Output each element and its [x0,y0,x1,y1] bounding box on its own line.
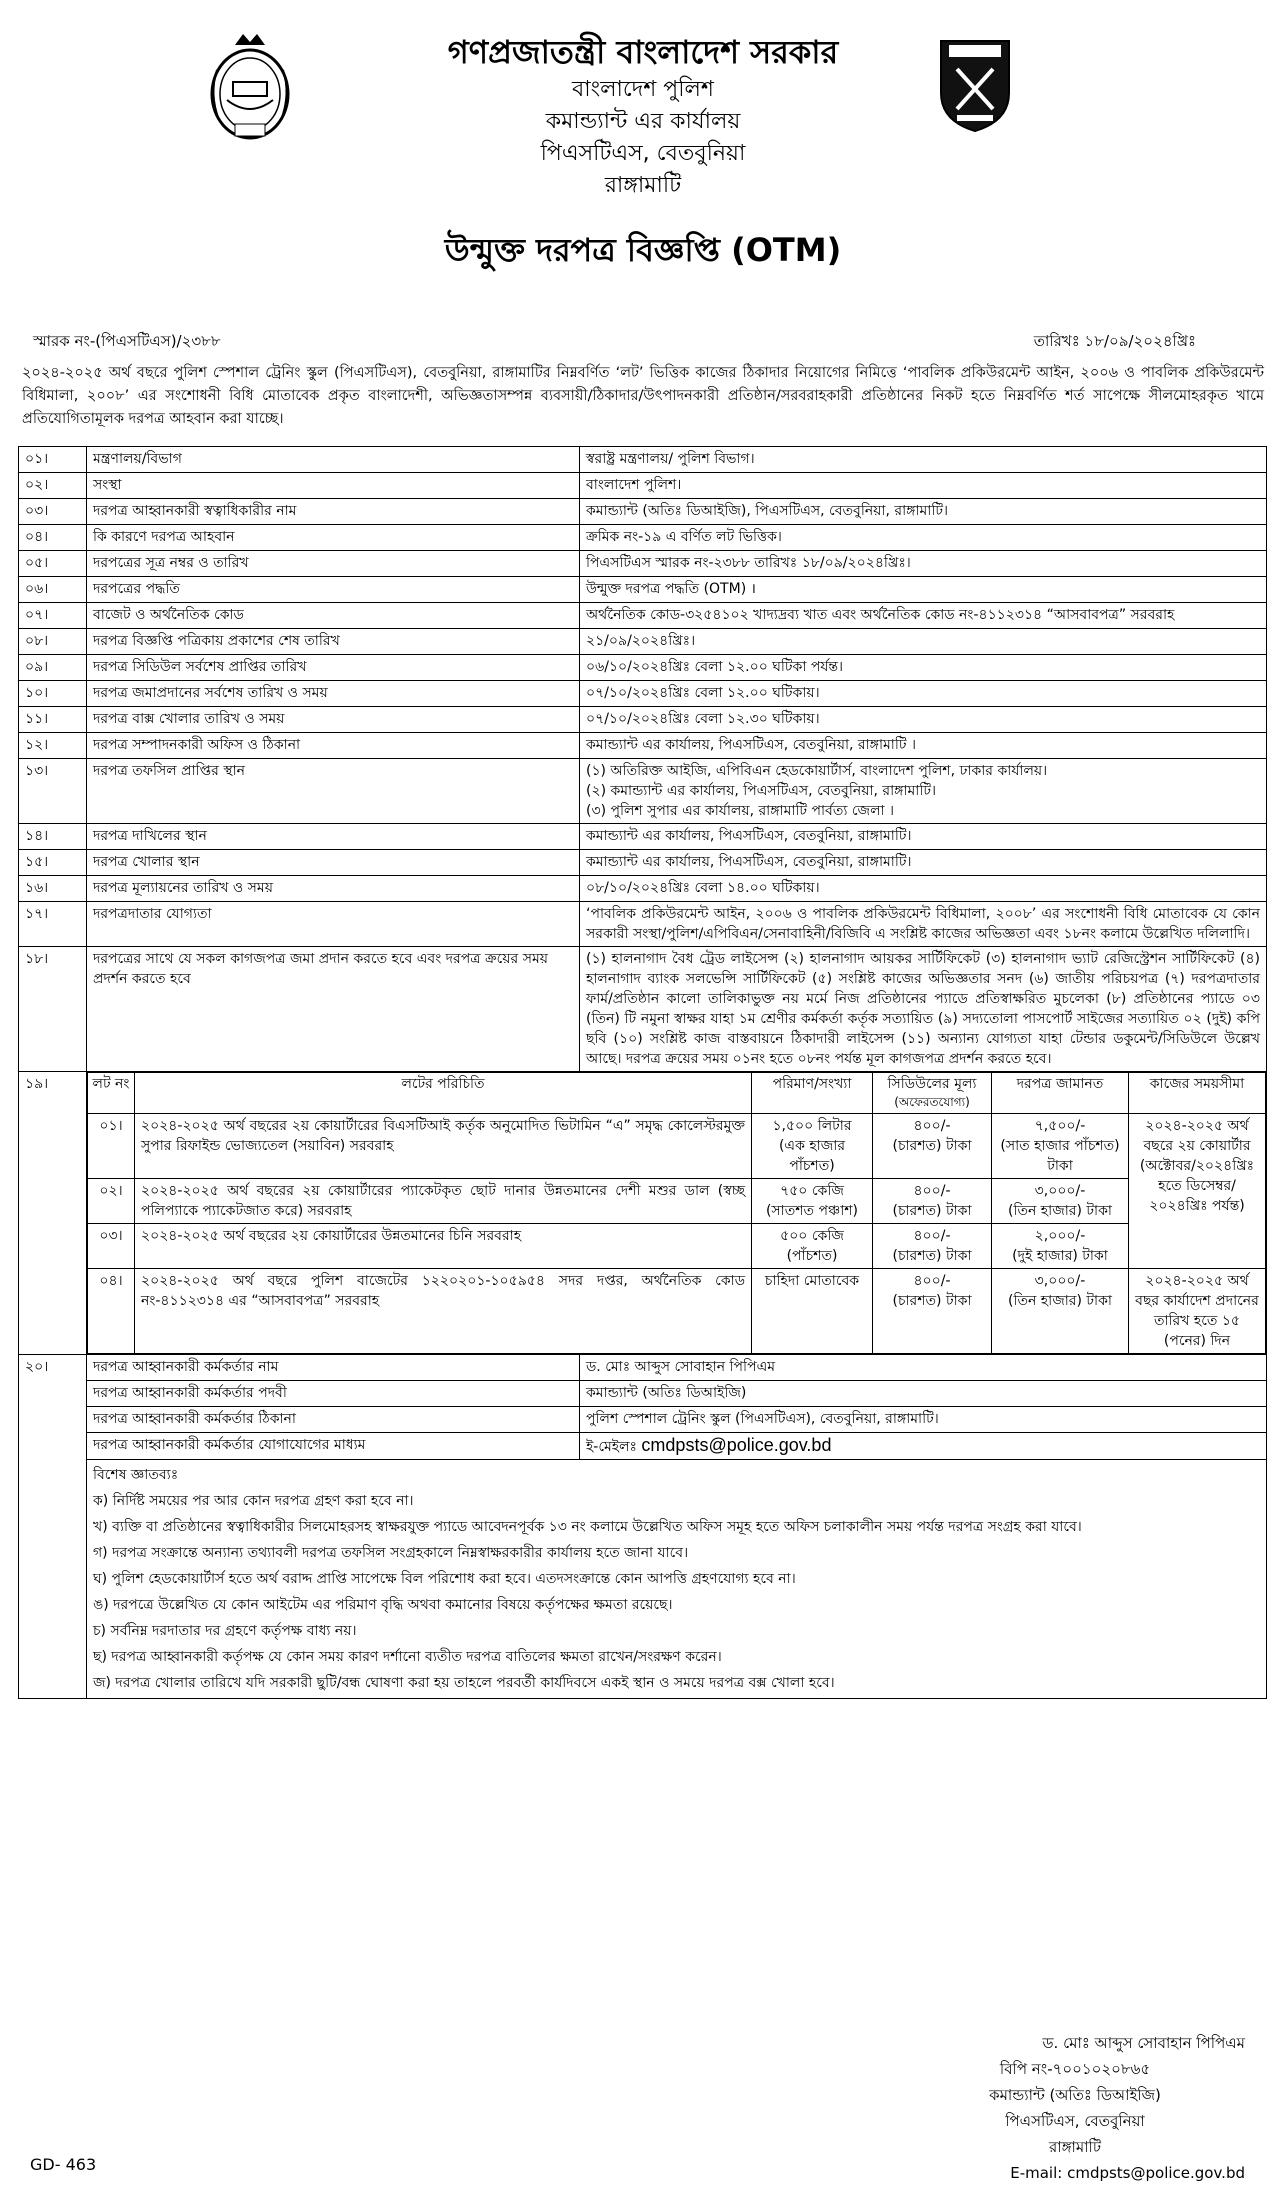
note-item: খ) ব্যক্তি বা প্রতিষ্ঠানের স্বত্বাধিকারীর সিলমোহরসহ স্বাক্ষরযুক্ত প্যাডে আবেদনপূর্বক ১৩ নং কলামে উল্লেখিত অফিস সমূহ হতে অফিস চলাকালীন সময় পর্যন্ত দরপত্র সংগ্রহ করা যাবে। [93,1519,1082,1535]
table-row: ১৬। দরপত্র মূল্যায়নের তারিখ ও সময় ০৮/১০/২০২৪খ্রিঃ বেলা ১৪.০০ ঘটিকায়। [19,876,1267,902]
table-row: দরপত্র আহ্বানকারী কর্মকর্তার যোগাযোগের মাধ্যম ই-মেইলঃ cmdpsts@police.gov.bd [19,1433,1267,1460]
table-row: ০১। মন্ত্রণালয়/বিভাগ স্বরাষ্ট্র মন্ত্রণালয়/ পুলিশ বিভাগ। [19,447,1267,473]
district-line: রাঙ্গামাটি [604,173,682,198]
signatory-office: পিএসটিএস, বেতবুনিয়া [1005,2112,1145,2130]
table-row: ০৬। দরপত্রের পদ্ধতি উন্মুক্ত দরপত্র পদ্ধতি (OTM) । [19,577,1267,603]
table-row: ১২। দরপত্র সম্পাদনকারী অফিস ও ঠিকানা কমান্ড্যান্ট এর কার্যালয়, পিএসটিএস, বেতবুনিয়া, রাঙ্গামাটি । [19,733,1267,759]
notes-title: বিশেষ জ্ঞাতব্যঃ [93,1467,179,1483]
notice-title: উন্মুক্ত দরপত্র বিজ্ঞপ্তি (OTM) [444,231,842,269]
header [300,30,986,270]
note-item: চ) সর্বনিম্ন দরদাতার দর গ্রহণে কর্তৃপক্ষ বাধ্য নয়। [93,1623,357,1639]
table-row: ০৭। বাজেট ও অর্থনৈতিক কোড অর্থনৈতিক কোড-৩২৫৪১০২ খাদ্যদ্রব্য খাত এবং অর্থনৈতিক কোড নং-৪১১২৩১৪ “আসবাবপত্র” সরবরাহ [19,603,1267,629]
note-item: ঙ) দরপত্রে উল্লেখিত যে কোন আইটেম এর পরিমাণ বৃদ্ধি অথবা কমানোর বিষয়ে কর্তৃপক্ষের ক্ষমতা রয়েছে। [93,1597,673,1613]
table-row: ০৮। দরপত্র বিজ্ঞপ্তি পত্রিকায় প্রকাশের শেষ তারিখ ২১/০৯/২০২৪খ্রিঃ। [19,629,1267,655]
table-row: ১৮। দরপত্রের সাথে যে সকল কাগজপত্র জমা প্রদান করতে হবে এবং দরপত্র ক্রয়ের সময় প্রদর্শন করতে হবে (১) হালনাগাদ বৈধ ট্রেড লাইসেন্স (২) হালনাগাদ আয়কর সার্টিফিকেট (৩) হালনাগাদ ভ্যাট রেজিস্ট্রেশন সার্টিফিকেট (৪) হালনাগাদ ব্যাংক সলভেন্সি সার্টিফিকেট (৫) সংশ্লিষ্ট কাজের অভিজ্ঞতার সনদ (৬) জাতীয় পরিচয়পত্র (৭) দরপত্রদাতার ফার্ম/প্রতিষ্ঠান কালো তালিকাভুক্ত নয় মর্মে নিজ প্রতিষ্ঠানের প্যাডে প্রতিস্বাক্ষরিত মুচলেকা (৮) প্রতিষ্ঠানের প্যাডে ০৩ (তিন) টি নমুনা স্বাক্ষর যাহা ১ম শ্রেণীর কর্মকর্তা কর্তৃক সত্যায়িত (৯) সদ্যতোলা পাসপোর্ট সাইজের সত্যায়িত ০২ (দুই) কপি ছবি (১০) সংশ্লিষ্ট কাজ বাস্তবায়নে ঠিকাদারী লাইসেন্স (১১) অন্যান্য যোগ্যতা যাহা টেন্ডার ডকুমেন্ট/সিডিউলে উল্লেখ আছে। দরপত্র ক্রয়ের সময় ০১নং হতে ০৮নং পর্যন্ত মূল কাগজপত্র প্রদর্শন করতে হবে। [19,947,1267,1072]
lot-table: লট নং লটের পরিচিতি পরিমাণ/সংখ্যা সিডিউলের মূল্য (অফেরতযোগ্য) দরপত্র জামানত কাজের সময়সীমা ০১। ২০২৪-২০২৫ অর্থ বছরের ২য় কোয়ার্টারের বিএসটিআই কর্তৃক অনুমোদিত ভিটামিন “এ” সমৃদ্ধ কোলেস্টরমুক্ত সুপার রিফাইন্ড ভোজ্যতেল (সয়াবিন) সরবরাহ ১,৫০০ লিটার (এক হাজার পাঁচশত) ৪০০/- (চারশত) টাকা ৭,৫০০/- (সাত হাজার পাঁচশত) টাকা ২০২৪-২০২৫ অর্থ বছরে ২য় কোয়ার্টার (অক্টোবর/২০২৪খ্রিঃ হতে ডিসেম্বর/২০২৪খ্রিঃ পর্যন্ত) ০২। ২০২৪-২০২৫ অর্থ বছরের ২য় কোয়ার্টারের প্যাকেটকৃত ছোট দানার উন্নতমানের দেশী মশুর ডাল (স্বচ্ছ পলিপ্যাকে প্যাকেটজাত করে) সরবরাহ ৭৫০ কেজি (সাতশত পঞ্চাশ) ৪০০/- (চারশত) টাকা ৩,০০০/- (তিন হাজার) টাকা ০৩। ২০২৪-২০২৫ অর্থ বছরের ২য় কোয়ার্টারের উন্নতমানের চিনি সরবরাহ ৫০০ কেজি (পাঁচশত) ৪০০/- (চারশত) টাকা ২,০০০/- (দুই হাজার) টাকা ০৪। ২০২৪-২০২৫ অর্থ বছরে পুলিশ বাজেটের ১২২০২০১-১০৫৯৫৪ সদর দপ্তর, অর্থনৈতিক কোড নং-৪১১২৩১৪ এর “আসবাবপত্র” সরবরাহ চাহিদা মোতাবেক ৪০০/- (চারশত) টাকা ৩,০০০/- (তিন হাজার) টাকা ২০২৪-২০২৫ অর্থ বছর কার্যাদেশ প্রদানের তারিখ হতে ১৫ (পনের) দিন [87,1072,1266,1354]
lot-row: ০৩। ২০২৪-২০২৫ অর্থ বছরের ২য় কোয়ার্টারের উন্নতমানের চিনি সরবরাহ ৫০০ কেজি (পাঁচশত) ৪০০/- (চারশত) টাকা ২,০০০/- (দুই হাজার) টাকা [88,1224,1266,1269]
collection-place: (৩) পুলিশ সুপার এর কার্যালয়, রাঙ্গামাটি পার্বত্য জেলা । [586,803,895,819]
intro-paragraph: ২০২৪-২০২৫ অর্থ বছরে পুলিশ স্পেশাল ট্রেনিং স্কুল (পিএসটিএস), বেতবুনিয়া, রাঙ্গামাটির নিম্নবর্ণিত ‘লট’ ভিত্তিক কাজের ঠিকাদার নিয়োগের নিমিত্তে ‘পাবলিক প্রকিউরমেন্ট আইন, ২০০৬ ও পাবলিক প্রকিউরমেন্ট বিধিমালা, ২০০৮’ এর সংশোধনী বিধি মোতাবেক প্রকৃত বাংলাদেশী, অভিজ্ঞতাসম্পন্ন ব্যবসায়ী/ঠিকাদার/উৎপাদনকারী প্রতিষ্ঠান/সরবরাহকারী প্রতিষ্ঠানের নিকট হতে নিম্নবর্ণিত শর্ত সাপেক্ষে সীলমোহরকৃত খামে প্রতিযোগিতামূলক দরপত্র আহবান করা যাচ্ছে। [22,365,1264,427]
email-link[interactable]: cmdpsts@police.gov.bd [641,1435,832,1455]
signatory-bp: বিপি নং-৭০০১০২০৮৬৫ [999,2060,1151,2078]
table-row: ০৩। দরপত্র আহ্বানকারী স্বত্বাধিকারীর নাম কমান্ড্যান্ট (অতিঃ ডিআইজি), পিএসটিএস, বেতবুনিয়া, রাঙ্গামাটি। [19,499,1267,525]
memo-number: স্মারক নং-(পিএসটিএস)/২৩৮৮ [33,332,221,350]
table-row: ০৫। দরপত্রের সূত্র নম্বর ও তারিখ পিএসটিএস স্মারক নং-২৩৮৮ তারিখঃ ১৮/০৯/২০২৪খ্রিঃ। [19,551,1267,577]
government-title: গণপ্রজাতন্ত্রী বাংলাদেশ সরকার [447,33,839,71]
table-row: ১৯। লট নং লটের পরিচিতি পরিমাণ/সংখ্যা সিডিউলের মূল্য (অফেরতযোগ্য) দরপত্র জামানত কাজের সময়সীমা ০১। ২০২৪-২০২৫ অর্থ বছরের ২য় কোয়ার্টারের বিএসটিআই কর্তৃক অনুমোদিত ভিটামিন “এ” সমৃদ্ধ কোলেস্টরমুক্ত সুপার রিফাইন্ড ভোজ্যতেল (সয়াবিন) সরবরাহ ১,৫০০ লিটার (এক হাজার পাঁচশত) ৪০০/- (চারশত) টাকা ৭,৫০০/- (সাত হাজার পাঁচশত) টাকা ২০২৪-২০২৫ অর্থ বছরে ২য় কোয়ার্টার (অক্টোবর/২০২৪খ্রিঃ হতে ডিসেম্বর/২০২৪খ্রিঃ পর্যন্ত) ০২। ২০২৪-২০২৫ অর্থ বছরের ২য় কোয়ার্টারের প্যাকেটকৃত ছোট দানার উন্নতমানের দেশী মশুর ডাল (স্বচ্ছ পলিপ্যাকে প্যাকেটজাত করে) সরবরাহ ৭৫০ কেজি (সাতশত পঞ্চাশ) ৪০০/- (চারশত) টাকা ৩,০০০/- (তিন হাজার) টাকা ০৩। ২০২৪-২০২৫ অর্থ বছরের ২য় কোয়ার্টারের উন্নতমানের চিনি সরবরাহ ৫০০ কেজি (পাঁচশত) ৪০০/- (চারশত) টাকা ২,০০০/- (দুই হাজার) টাকা ০৪। ২০২৪-২০২৫ অর্থ বছরে পুলিশ বাজেটের ১২২০২০১-১০৫৯৫৪ সদর দপ্তর, অর্থনৈতিক কোড নং-৪১১২৩১৪ এর “আসবাবপত্র” সরবরাহ চাহিদা মোতাবেক ৪০০/- (চারশত) টাকা ৩,০০০/- (তিন হাজার) টাকা ২০২৪-২০২৫ অর্থ বছর কার্যাদেশ প্রদানের তারিখ হতে ১৫ (পনের) দিন [19,1072,1267,1355]
note-item: ঘ) পুলিশ হেডকোয়ার্টার্স হতে অর্থ বরাদ্দ প্রাপ্তি সাপেক্ষে বিল পরিশোধ করা হবে। এতদসংক্রান্তে কোন আপত্তি গ্রহণযোগ্য হবে না। [93,1571,796,1587]
signatory-name: ড. মোঃ আব্দুস সোবাহান পিপিএম [1042,2034,1245,2052]
table-row: ০৯। দরপত্র সিডিউল সর্বশেষ প্রাপ্তির তারিখ ০৬/১০/২০২৪খ্রিঃ বেলা ১২.০০ ঘটিকা পর্যন্ত। [19,655,1267,681]
table-row: দরপত্র আহ্বানকারী কর্মকর্তার পদবী কমান্ড্যান্ট (অতিঃ ডিআইজি) [19,1381,1267,1407]
collection-place: (১) অতিরিক্ত আইজি, এপিবিএন হেডকোয়ার্টার্স, বাংলাদেশ পুলিশ, ঢাকার কার্যালয়। [586,763,1048,779]
collection-place: (২) কমান্ড্যান্ট এর কার্যালয়, পিএসটিএস, বেতবুনিয়া, রাঙ্গামাটি। [586,783,936,799]
signatory-district: রাঙ্গামাটি [1048,2138,1102,2156]
lot-row: ০৪। ২০২৪-২০২৫ অর্থ বছরে পুলিশ বাজেটের ১২২০২০১-১০৫৯৫৪ সদর দপ্তর, অর্থনৈতিক কোড নং-৪১১২৩১৪ এর “আসবাবপত্র” সরবরাহ চাহিদা মোতাবেক ৪০০/- (চারশত) টাকা ৩,০০০/- (তিন হাজার) টাকা ২০২৪-২০২৫ অর্থ বছর কার্যাদেশ প্রদানের তারিখ হতে ১৫ (পনের) দিন [88,1269,1266,1354]
note-item: ছ) দরপত্র আহ্বানকারী কর্তৃপক্ষ যে কোন সময় কারণ দর্শানো ব্যতীত দরপত্র বাতিলের ক্ষমতা রাখেন/সংরক্ষণ করেন। [93,1649,722,1665]
signature-block [905,2030,1245,2186]
department-line: বাংলাদেশ পুলিশ [572,77,714,102]
table-row: দরপত্র আহ্বানকারী কর্মকর্তার ঠিকানা পুলিশ স্পেশাল ট্রেনিং স্কুল (পিএসটিএস), বেতবুনিয়া, রাঙ্গামাটি। [19,1407,1267,1433]
signatory-email[interactable]: E-mail: cmdpsts@police.gov.bd [1010,2164,1245,2182]
lot-row: ০১। ২০২৪-২০২৫ অর্থ বছরের ২য় কোয়ার্টারের বিএসটিআই কর্তৃক অনুমোদিত ভিটামিন “এ” সমৃদ্ধ কোলেস্টরমুক্ত সুপার রিফাইন্ড ভোজ্যতেল (সয়াবিন) সরবরাহ ১,৫০০ লিটার (এক হাজার পাঁচশত) ৪০০/- (চারশত) টাকা ৭,৫০০/- (সাত হাজার পাঁচশত) টাকা ২০২৪-২০২৫ অর্থ বছরে ২য় কোয়ার্টার (অক্টোবর/২০২৪খ্রিঃ হতে ডিসেম্বর/২০২৪খ্রিঃ পর্যন্ত) [88,1114,1266,1179]
signatory-designation: কমান্ড্যান্ট (অতিঃ ডিআইজি) [989,2086,1161,2104]
notes-row [19,1460,1267,1699]
note-item: জ) দরপত্র খোলার তারিখে যদি সরকারী ছুটি/বন্ধ ঘোষণা করা হয় তাহলে পরবর্তী কার্যদিবসে একই স্থান ও সময়ে দরপত্র বক্স খোলা হবে। [93,1675,835,1691]
note-item: ক) নির্দিষ্ট সময়ের পর আর কোন দরপত্র গ্রহণ করা হবে না। [93,1493,414,1509]
table-row: ১৩। দরপত্র তফসিল প্রাপ্তির স্থান (১) অতিরিক্ত আইজি, এপিবিএন হেডকোয়ার্টার্স, বাংলাদেশ পুলিশ, ঢাকার কার্যালয়। (২) কমান্ড্যান্ট এর কার্যালয়, পিএসটিএস, বেতবুনিয়া, রাঙ্গামাটি। (৩) পুলিশ সুপার এর কার্যালয়, রাঙ্গামাটি পার্বত্য জেলা । [19,759,1267,824]
lot-row: ০২। ২০২৪-২০২৫ অর্থ বছরের ২য় কোয়ার্টারের প্যাকেটকৃত ছোট দানার উন্নতমানের দেশী মশুর ডাল (স্বচ্ছ পলিপ্যাকে প্যাকেটজাত করে) সরবরাহ ৭৫০ কেজি (সাতশত পঞ্চাশ) ৪০০/- (চারশত) টাকা ৩,০০০/- (তিন হাজার) টাকা [88,1179,1266,1224]
gd-number: GD- 463 [30,2155,97,2174]
table-row: ১১। দরপত্র বাক্স খোলার তারিখ ও সময় ০৭/১০/২০২৪খ্রিঃ বেলা ১২.৩০ ঘটিকায়। [19,707,1267,733]
table-row: ০৪। কি কারণে দরপত্র আহবান ক্রমিক নং-১৯ এ বর্ণিত লট ভিত্তিক। [19,525,1267,551]
police-emblem-icon [205,30,295,148]
table-row: ১৫। দরপত্র খোলার স্থান কমান্ড্যান্ট এর কার্যালয়, পিএসটিএস, বেতবুনিয়া, রাঙ্গামাটি। [19,850,1267,876]
table-row: ১৪। দরপত্র দাখিলের স্থান কমান্ড্যান্ট এর কার্যালয়, পিএসটিএস, বেতবুনিয়া, রাঙ্গামাটি। [19,824,1267,850]
notice-date: তারিখঃ ১৮/০৯/২০২৪খ্রিঃ [1033,332,1196,350]
office-line: কমান্ড্যান্ট এর কার্যালয় [545,109,741,134]
table-row: ১০। দরপত্র জমাপ্রদানের সর্বশেষ তারিখ ও সময় ০৭/১০/২০২৪খ্রিঃ বেলা ১২.০০ ঘটিকায়। [19,681,1267,707]
table-row: ১৭। দরপত্রদাতার যোগ্যতা ‘পাবলিক প্রকিউরমেন্ট আইন, ২০০৬ ও পাবলিক প্রকিউরমেন্ট বিধিমালা, ২০০৮’ এর সংশোধনী বিধি মোতাবেক যে কোন সরকারী সংস্থা/পুলিশ/এপিবিএন/সেনাবাহিনী/বিজিবি এ সংশ্লিষ্ট কাজের অভিজ্ঞতা এবং ১৮নং কলামে উল্লেখিত দলিলাদি। [19,902,1267,947]
table-row: ২০। দরপত্র আহ্বানকারী কর্মকর্তার নাম ড. মোঃ আব্দুস সোবাহান পিপিএম [19,1355,1267,1381]
tender-table [18,446,1267,1699]
table-row: ০২। সংস্থা বাংলাদেশ পুলিশ। [19,473,1267,499]
note-item: গ) দরপত্র সংক্রান্তে অন্যান্য তথ্যাবলী দরপত্র তফসিল সংগ্রহকালে নিম্নস্বাক্ষরকারীর কার্যালয় হতে জানা যাবে। [93,1545,689,1561]
location-line: পিএসটিএস, বেতবুনিয়া [540,141,746,166]
